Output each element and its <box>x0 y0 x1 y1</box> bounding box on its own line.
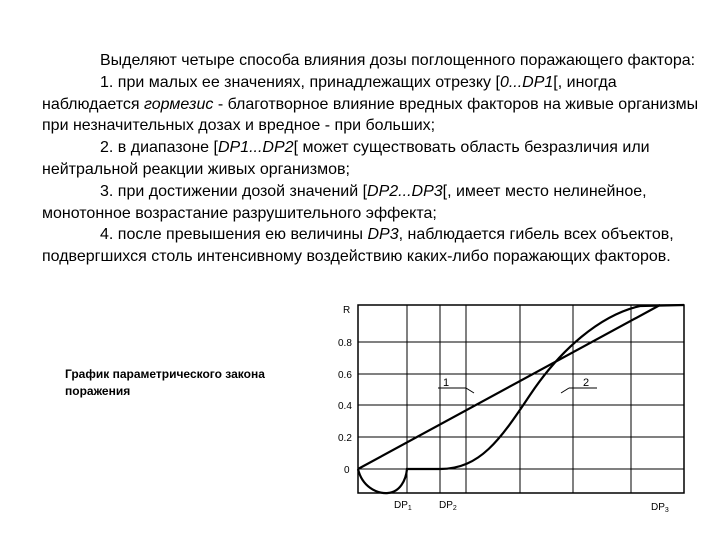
curve-2-label: 2 <box>583 377 590 389</box>
y-axis-label: R <box>343 305 351 316</box>
item4-part-b: , наблюдается гибель всех объектов, подвергшихся столь интенсивному воздействию каких-либо поражающих факторов. <box>42 226 674 266</box>
item2-part-a: 2. в диапазоне [ <box>100 139 218 157</box>
y-tick-02: 0.2 <box>338 433 352 444</box>
y-tick-06: 0.6 <box>338 370 352 381</box>
item1-range: 0...DP1 <box>499 73 554 91</box>
y-tick-08: 0.8 <box>338 338 352 349</box>
curve-2-leader-tick <box>561 388 569 393</box>
item3-part-a: 3. при достижении дозой значений [ <box>100 182 368 200</box>
x-tick-dp3: $DP_3$ <box>651 502 669 514</box>
item3-part-b: [, имеет место нелинейное, монотонное возрастание разрушительного эффекта; <box>42 182 647 222</box>
intro-text: Выделяют четыре способа влияния дозы поглощенного поражающего фактора: <box>100 52 696 69</box>
item3-range: DP2...DP3 <box>367 182 443 200</box>
item4-part-a: 4. после превышения ею величины <box>100 226 368 244</box>
curve-1-leader-tick <box>466 388 474 393</box>
item2-part-b: [ может существовать область безразличия или нейтральной реакции живых организмов; <box>42 139 650 178</box>
item1-part-b: [, иногда наблюдается <box>42 73 617 113</box>
y-tick-04: 0.4 <box>338 401 352 412</box>
item4-term: DP3 <box>367 226 399 244</box>
item2-range: DP1...DP2 <box>217 139 294 157</box>
curve-1 <box>358 305 660 469</box>
item1-part-c: - благотворное влияние вредных факторов на живые организмы при незначительных дозах и вредное - при больших; <box>42 95 699 135</box>
item1-part-a: 1. при малых ее значениях, принадлежащих отрезку [ <box>100 73 500 91</box>
x-tick-dp2: $DP_2$ <box>439 500 457 512</box>
y-tick-0: 0 <box>344 465 350 476</box>
curve-1-label: 1 <box>443 377 450 389</box>
chart-caption: График параметрического закона поражения <box>65 367 265 398</box>
x-tick-dp1: $DP_1$ <box>394 500 412 512</box>
item1-term: гормезис <box>144 95 214 113</box>
